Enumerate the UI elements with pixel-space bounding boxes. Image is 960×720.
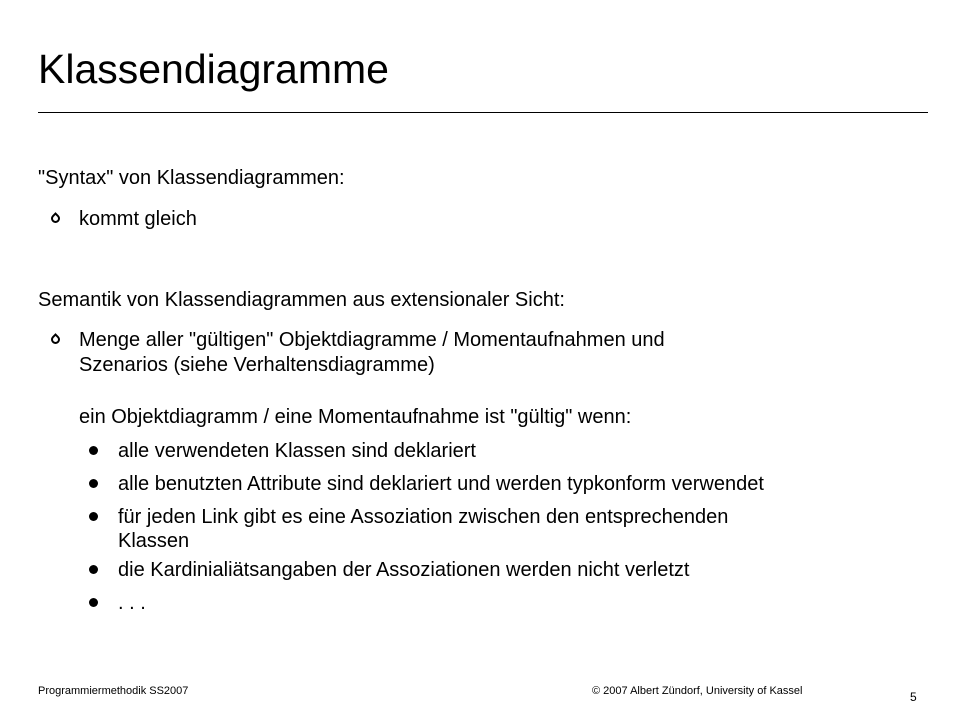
semantik-heading: Semantik von Klassendiagrammen aus extensionaler Sicht: [38, 289, 565, 311]
condition-item-ellipsis: . . . [118, 592, 146, 614]
square-bullet-icon [49, 333, 62, 346]
dot-bullet-icon [89, 512, 98, 521]
condition-item: alle verwendeten Klassen sind deklariert [118, 440, 476, 462]
condition-item: für jeden Link gibt es eine Assoziation zwischen den entsprechenden [118, 506, 729, 528]
syntax-heading: "Syntax" von Klassendiagrammen: [38, 167, 345, 189]
condition-item: alle benutzten Attribute sind deklariert und werden typkonform verwendet [118, 473, 764, 495]
footer-course: Programmiermethodik SS2007 [38, 685, 189, 697]
dot-bullet-icon [89, 446, 98, 455]
page-number: 5 [910, 690, 917, 704]
footer-copyright: © 2007 Albert Zündorf, University of Kassel [592, 685, 803, 697]
dot-bullet-icon [89, 598, 98, 607]
title-divider [38, 112, 928, 113]
slide-title: Klassendiagramme [38, 46, 389, 92]
semantik-item-line1: Menge aller "gültigen" Objektdiagramme / Momentaufnahmen und [79, 329, 665, 351]
syntax-item: kommt gleich [79, 208, 197, 230]
gueltig-intro: ein Objektdiagramm / eine Momentaufnahme ist "gültig" wenn: [79, 406, 632, 428]
semantik-item-line2: Szenarios (siehe Verhaltensdiagramme) [79, 354, 435, 376]
dot-bullet-icon [89, 565, 98, 574]
dot-bullet-icon [89, 479, 98, 488]
square-bullet-icon [49, 212, 62, 225]
condition-item-continued: Klassen [118, 530, 190, 552]
condition-item: die Kardinialiätsangaben der Assoziationen werden nicht verletzt [118, 559, 690, 581]
